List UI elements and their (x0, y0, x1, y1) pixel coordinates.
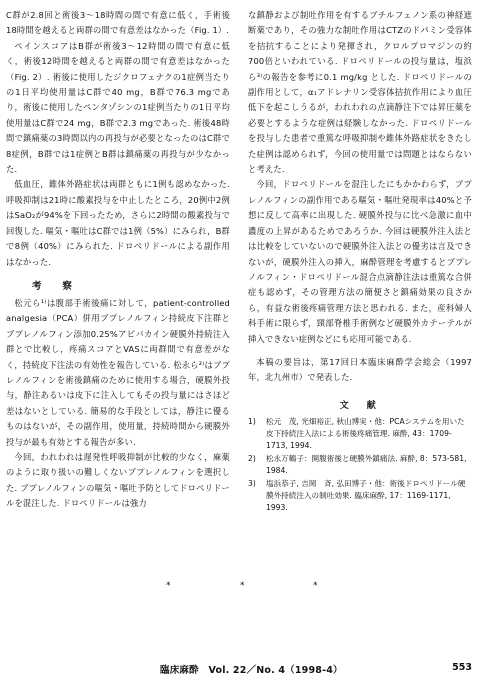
reference-list (248, 416, 472, 514)
right-column (248, 8, 472, 515)
paragraph: ペインスコアはB群が術後3～12時間の間で有意に低く，術後12時間を越えると両群の間で有意差はなかった（Fig. 2）. 術後に使用したジクロフェナクの1症例当たりの1日平均使用量はC群で40 mg，B群で76.3 mgであり，術後に使用したペンタゾシンの1症例当たりの1日平均使用量はC群で24 mg，B群で2.3 mgであった. 術後48時間で鎮痛薬の3時間以内の再投与が必要となったのはC群で8症例，B群では1症例とB群は鎮痛薬の再投与が少なかった. (6, 40, 230, 175)
paragraph: 今回，われわれは遅発性呼吸抑制が比較的少なく，麻薬のように取り扱いの難しくないブプレノルフィンを選択した. ブプレノルフィンの嘔気・嘔吐予防としてドロペリドールを混注した. ドロペリドールは強力 (6, 451, 230, 509)
separator-star: * (240, 581, 245, 591)
left-column (6, 8, 230, 512)
reference-number: 2) (248, 453, 256, 463)
reference-item (248, 453, 472, 477)
reference-item (248, 416, 472, 452)
paragraph: 松元ら¹⁾は腹部手術後痛に対して，patient-controlled analgesia（PCA）併用ブプレノルフィン持続皮下注群とブプレノルフィン添加0.25%アピバカイン硬膜外持続注入群とで比較し，疼痛スコアとVASに両群間で有意差がなく，持続皮下注法の有効性を報告している. 松永ら²⁾はブプレノルフィンを術後鎮痛のために使用する場合，硬膜外投与，静注あるいは皮下に注入してもその投与量にはさほど差はないとしている. 簡易的な手段としては，静注に優るものはないが，その副作用，使用量，持続時間から硬膜外投与が最も有効とする報告が多い. (6, 297, 230, 447)
section-separator (0, 581, 480, 593)
section-heading-discussion: 考 察 (32, 280, 78, 292)
paragraph: 今回，ドロペリドールを混注したにもかかわらず，ブプレノルフィンの副作用である嘔気・嘔吐発現率は40%と予想に反して高率に出現した. 硬膜外投与に比べ急激に血中濃度の上昇があるためであろうか. 今回は硬膜外注入法とは比較をしていないので硬膜外注入法との優劣は言及できないが，硬膜外注入の挿入，麻酔管理を考慮するとブプレノルフィン・ドロペリドール混合点滴静注法は重篤な合併症も認めず，その管理方法の簡便さと鎮痛効果の良さから，有益な術後疼痛管理方法と思われる. また，産科婦人科手術に限らず，頸部脊椎手術例など硬膜外カテーテルが挿入できない症例などにも応用可能である. (248, 179, 472, 344)
separator-star: * (166, 581, 171, 591)
reference-text: 松永万鶴子：開腹術後と硬膜外鎮痛法. 麻酔, 8：573-581, 1984. (266, 453, 467, 475)
reference-text: 松元 茂, 光畑裕正, 秋山博実・他：PCAシステムを用いた皮下持続注入法による術後疼痛管理. 麻酔, 43：1709-1713, 1994. (266, 416, 465, 450)
reference-number: 1) (248, 416, 256, 426)
page-footer (0, 662, 480, 680)
paragraph: 低血圧，錐体外路症状は両群ともに1例も認めなかった. 呼吸抑制は21時に酸素投与を中止したところ，20例中2例はSaO₂が94%を下回ったため，さらに2時間の酸素投与で回復した. 嘔気・嘔吐はC群では1例（5%）にみられ，B群で8例（40%）にみられた. ドロペリドールによる副作用はなかった. (6, 179, 230, 267)
reference-item (248, 478, 472, 514)
references-heading: 文 献 (339, 400, 381, 411)
separator-star: * (313, 581, 318, 591)
page-number: 553 (452, 662, 472, 673)
journal-citation: 臨床麻酔 Vol. 22／No. 4（1998-4） (160, 665, 343, 676)
paragraph: な鎮静および制吐作用を有するブチルフェノン系の神経遮断薬であり，その強力な制吐作用はCTZのドパミン受容体を拮抗することにより発揮され，クロルプロマジンの約700倍といわれている. ドロペリドールの投与量は，塩浜ら³⁾の報告を参考に0.1 mg/kg とした. ドロペリドールの副作用として，α₁アドレナリン受容体拮抗作用により血圧低下を起こしうるが，われわれの点滴静注下では昇圧薬を必要とするような症例は経験しなかった. ドロペリドールを投与した患者で重篤な呼吸抑制や錐体外路症状をきたした症例は認められず，今回の使用量では問題とはならないと考えた. (248, 10, 472, 175)
acknowledgement: 本稿の要旨は，第17回日本臨床麻酔学会総会（1997年，北九州市）で発表した. (248, 356, 472, 383)
paragraph: C群が2.8回と術後3～18時間の間で有意に低く，手術後18時間を越えると両群の間で有意差はなかった（Fig. 1）. (6, 10, 230, 36)
reference-number: 3) (248, 478, 256, 488)
reference-text: 塩浜恭子, 吉岡 斉, 弘田博子・他：術後ドロペリドール硬膜外持続注入の制吐効果. 臨床麻酔, 17：1169-1171, 1993. (266, 478, 466, 512)
